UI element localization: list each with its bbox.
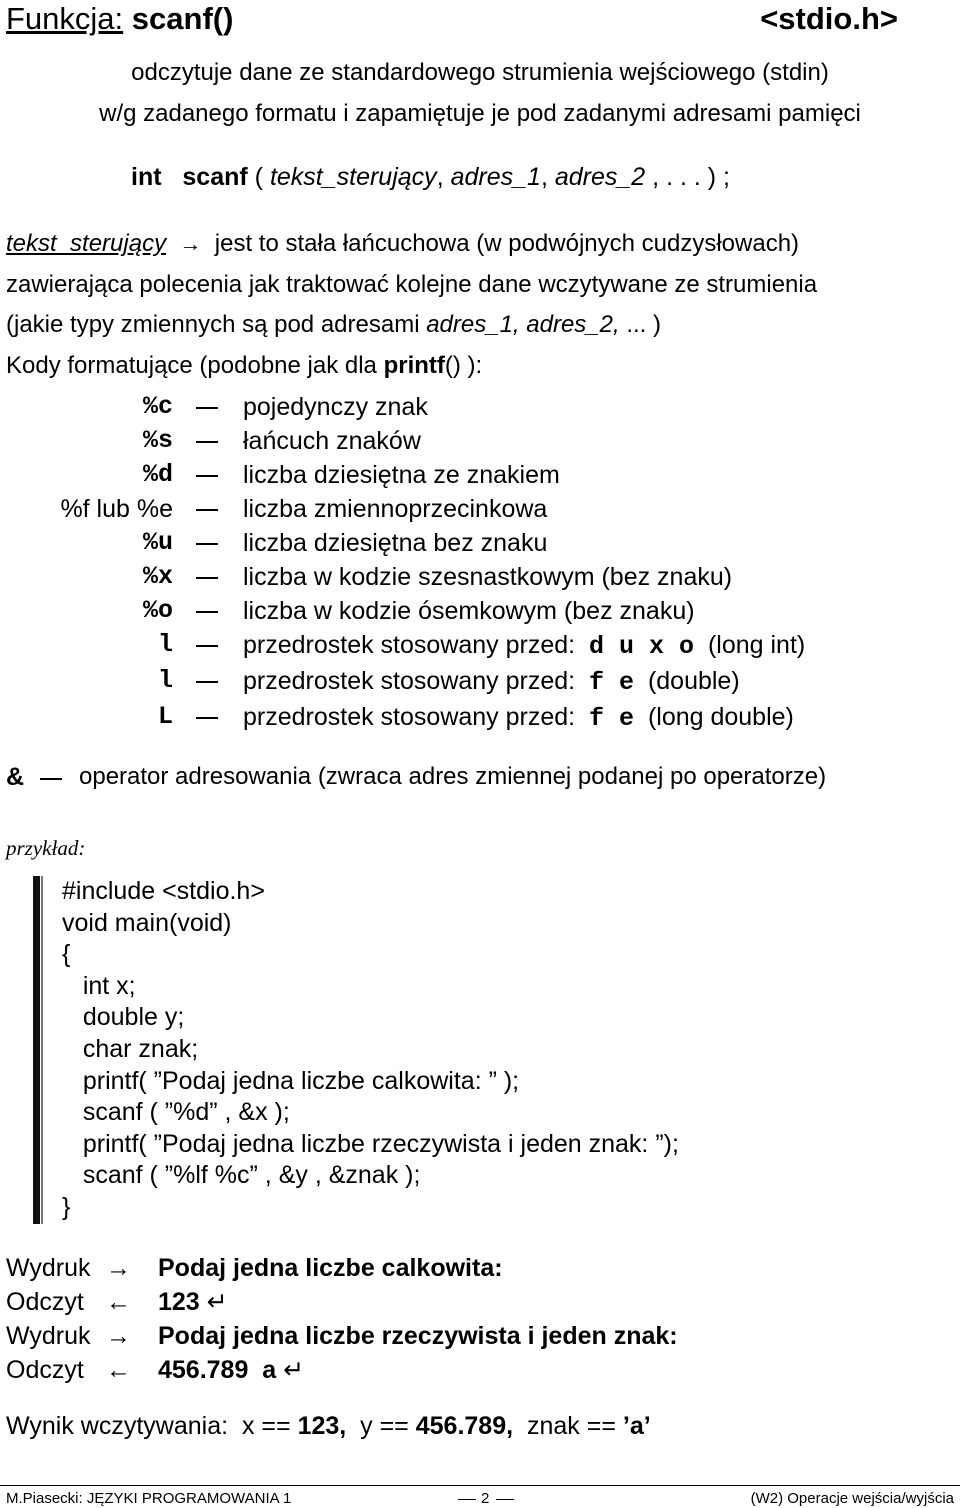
dash-divider bbox=[196, 717, 218, 719]
format-code-row bbox=[0, 666, 900, 696]
result-znak-value: ’a’ bbox=[622, 1412, 651, 1440]
format-code-row bbox=[0, 562, 900, 592]
code-block-bar-shadow bbox=[41, 876, 43, 1224]
right-arrow-icon: → bbox=[106, 1254, 131, 1282]
code-line: scanf ( ”%lf %c” , &y , &znak ); bbox=[62, 1161, 421, 1190]
dash-divider bbox=[196, 577, 218, 579]
dash-divider bbox=[196, 407, 218, 409]
dash-divider bbox=[40, 778, 62, 780]
dash-divider bbox=[196, 611, 218, 613]
code-line: void main(void) bbox=[62, 908, 232, 937]
desc-line-1-text: jest to stała łańcuchowa (w podwójnych cudzysłowach) bbox=[214, 230, 800, 257]
code-line: { bbox=[62, 940, 71, 969]
format-desc bbox=[243, 666, 740, 698]
ampersand-row bbox=[6, 762, 24, 792]
left-arrow-icon: ← bbox=[106, 1356, 131, 1384]
format-code-row bbox=[0, 630, 900, 660]
code-block-bar bbox=[33, 876, 40, 1224]
format-desc-text: przedrostek stosowany przed: bbox=[243, 631, 576, 659]
format-spec: %c bbox=[142, 392, 173, 421]
format-desc-codes: d u x o bbox=[589, 632, 695, 661]
desc-line-3-c: ... ) bbox=[626, 311, 662, 338]
dash-divider bbox=[496, 1499, 514, 1500]
dash-divider bbox=[196, 441, 218, 443]
sig-param-2: adres_1 bbox=[450, 163, 541, 191]
page-title bbox=[6, 0, 233, 38]
io-label: Wydruk bbox=[6, 1322, 91, 1350]
format-spec: %s bbox=[142, 426, 173, 455]
code-line: #include <stdio.h> bbox=[62, 877, 265, 905]
desc-line-3 bbox=[6, 311, 661, 339]
format-desc-text: przedrostek stosowany przed: bbox=[243, 703, 576, 731]
footer-rule bbox=[0, 1485, 960, 1486]
code-line: double y; bbox=[62, 1003, 185, 1032]
format-desc-codes: f e bbox=[589, 704, 635, 733]
intro-line-2: w/g zadanego formatu i zapamiętuje je pod zadanymi adresami pamięci bbox=[99, 100, 861, 127]
format-spec: %u bbox=[142, 528, 173, 557]
format-spec: L bbox=[157, 702, 173, 731]
sig-open: ( bbox=[254, 163, 263, 191]
dash-divider bbox=[196, 475, 218, 477]
format-code-row bbox=[0, 596, 900, 626]
dash-divider bbox=[196, 509, 218, 511]
footer-author: M.Piasecki: JĘZYKI PROGRAMOWANIA 1 bbox=[6, 1490, 292, 1507]
code-listing bbox=[62, 876, 679, 1224]
format-desc bbox=[243, 702, 794, 734]
right-arrow-icon: → bbox=[179, 231, 202, 256]
code-line: printf( ”Podaj jedna liczbe calkowita: ” ); bbox=[62, 1066, 520, 1095]
dash-divider bbox=[458, 1499, 476, 1500]
format-spec: l bbox=[157, 630, 173, 659]
desc-line-1 bbox=[6, 230, 799, 258]
format-spec: %o bbox=[142, 596, 173, 625]
format-code-row bbox=[0, 392, 900, 422]
format-desc: łańcuch znaków bbox=[243, 427, 421, 455]
io-value: 123 bbox=[158, 1288, 200, 1316]
footer-page: 2 bbox=[481, 1490, 490, 1507]
format-desc-text: przedrostek stosowany przed: bbox=[243, 667, 576, 695]
dash-divider bbox=[196, 681, 218, 683]
code-line: int x; bbox=[62, 971, 136, 1000]
code-line: } bbox=[62, 1192, 71, 1221]
enter-icon: ↵ bbox=[206, 1288, 228, 1316]
format-desc: liczba dziesiętna bez znaku bbox=[243, 529, 548, 557]
function-label: Funkcja: bbox=[6, 1, 124, 36]
format-desc: liczba w kodzie ósemkowym (bez znaku) bbox=[243, 597, 695, 625]
ampersand-symbol: & bbox=[6, 763, 25, 791]
right-arrow-icon: → bbox=[106, 1322, 131, 1350]
result-x-value: 123, bbox=[297, 1412, 347, 1440]
result-label: Wynik wczytywania: bbox=[6, 1412, 229, 1440]
format-desc: liczba dziesiętna ze znakiem bbox=[243, 461, 560, 489]
format-code-row bbox=[0, 460, 900, 490]
format-spec: l bbox=[157, 666, 173, 695]
desc-line-4-b: printf bbox=[383, 352, 445, 379]
format-spec: %d bbox=[142, 460, 173, 489]
format-code-row bbox=[0, 702, 900, 732]
function-name: scanf() bbox=[131, 1, 234, 36]
result-x: x == bbox=[241, 1412, 291, 1440]
format-spec: %f lub %e bbox=[60, 495, 173, 523]
format-desc: liczba w kodzie szesnastkowym (bez znaku) bbox=[243, 563, 733, 591]
format-desc-extra: (long double) bbox=[647, 703, 794, 731]
sig-sep-2: , bbox=[540, 163, 548, 191]
io-label: Odczyt bbox=[6, 1356, 84, 1384]
format-code-row bbox=[0, 494, 900, 524]
io-row bbox=[6, 1353, 304, 1387]
desc-term: tekst_sterujący bbox=[6, 230, 167, 257]
code-line: printf( ”Podaj jedna liczbe rzeczywista i jeden znak: ”); bbox=[62, 1129, 679, 1158]
dash-divider bbox=[196, 543, 218, 545]
result-y-value: 456.789, bbox=[415, 1412, 514, 1440]
format-desc: pojedynczy znak bbox=[243, 393, 428, 421]
intro-line-1: odczytuje dane ze standardowego strumienia wejściowego (stdin) bbox=[131, 59, 829, 86]
left-arrow-icon: ← bbox=[106, 1288, 131, 1316]
sig-name: scanf bbox=[182, 163, 248, 191]
io-value: Podaj jedna liczbe calkowita: bbox=[158, 1254, 503, 1282]
format-desc-extra: (double) bbox=[647, 667, 740, 695]
sig-param-1: tekst_sterujący bbox=[269, 163, 437, 191]
example-label: przykład: bbox=[6, 836, 86, 860]
footer-section: (W2) Operacje wejścia/wyjścia bbox=[750, 1490, 954, 1507]
enter-icon: ↵ bbox=[283, 1356, 305, 1384]
io-label: Wydruk bbox=[6, 1254, 91, 1282]
format-code-row bbox=[0, 528, 900, 558]
result-y: y == bbox=[360, 1412, 409, 1440]
header-include: <stdio.h> bbox=[760, 1, 898, 36]
io-value: 456.789 a bbox=[158, 1356, 277, 1384]
desc-line-4 bbox=[6, 352, 482, 380]
format-desc-codes: f e bbox=[589, 668, 635, 697]
result-line bbox=[6, 1409, 651, 1443]
desc-line-2: zawierająca polecenia jak traktować kolejne dane wczytywane ze strumienia bbox=[6, 271, 818, 298]
ampersand-desc: operator adresowania (zwraca adres zmiennej podanej po operatorze) bbox=[79, 763, 827, 790]
format-desc: liczba zmiennoprzecinkowa bbox=[243, 495, 548, 523]
desc-line-3-b: adres_1, adres_2, bbox=[426, 311, 620, 338]
io-label: Odczyt bbox=[6, 1288, 84, 1316]
code-line: char znak; bbox=[62, 1034, 199, 1063]
format-desc bbox=[243, 630, 805, 662]
result-znak: znak == bbox=[526, 1412, 616, 1440]
code-line: scanf ( ”%d” , &x ); bbox=[62, 1098, 290, 1127]
sig-type: int bbox=[131, 163, 162, 191]
sig-rest: , . . . ) ; bbox=[652, 163, 730, 191]
desc-line-4-a: Kody formatujące (podobne jak dla bbox=[6, 352, 377, 379]
format-desc-extra: (long int) bbox=[707, 631, 806, 659]
sig-param-3: adres_2 bbox=[554, 163, 646, 191]
dash-divider bbox=[196, 645, 218, 647]
function-signature bbox=[131, 163, 730, 192]
io-value: Podaj jedna liczbe rzeczywista i jeden znak: bbox=[158, 1322, 678, 1350]
io-row bbox=[6, 1251, 503, 1285]
format-spec: %x bbox=[142, 562, 173, 591]
desc-line-3-a: (jakie typy zmiennych są pod adresami bbox=[6, 311, 420, 338]
io-row bbox=[6, 1319, 678, 1353]
sig-sep-1: , bbox=[436, 163, 444, 191]
desc-line-4-c: () ): bbox=[444, 352, 483, 379]
io-row bbox=[6, 1285, 228, 1319]
format-code-row bbox=[0, 426, 900, 456]
